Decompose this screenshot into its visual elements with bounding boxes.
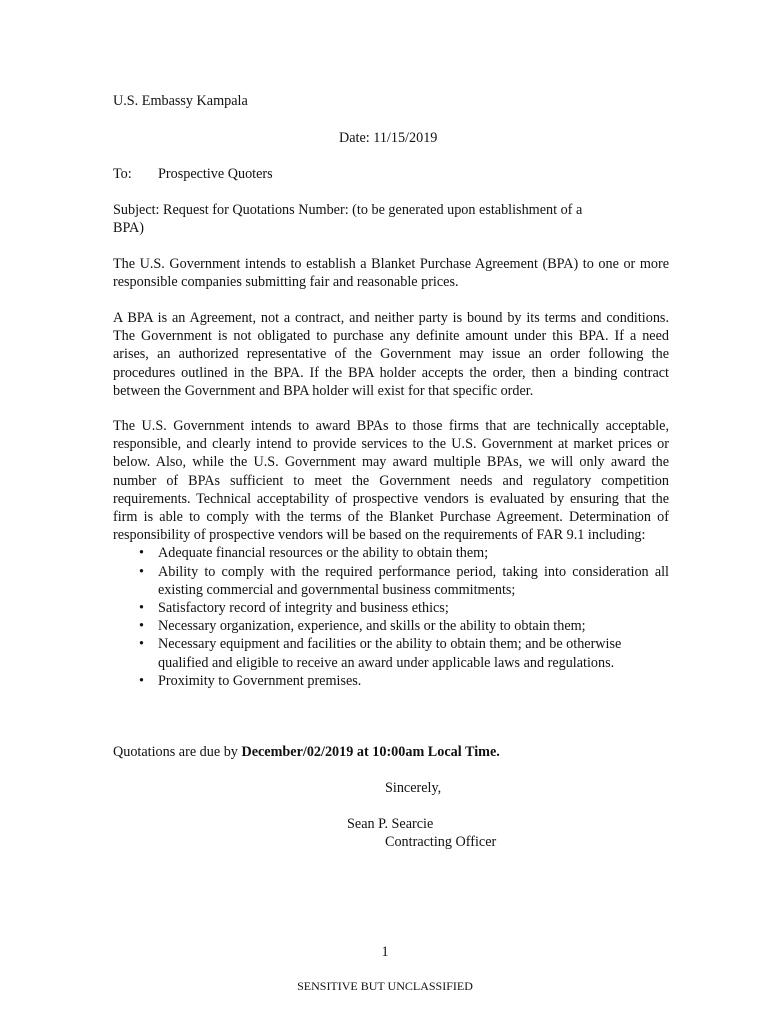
signer-title: Contracting Officer <box>385 834 497 850</box>
classification-marking: SENSITIVE BUT UNCLASSIFIED <box>297 979 473 993</box>
list-item-text: Proximity to Government premises. <box>158 672 362 689</box>
bullet-icon: • <box>139 672 144 689</box>
bullet-icon: • <box>139 563 144 580</box>
date-line: Date: 11/15/2019 <box>339 130 438 146</box>
recipient-value: Prospective Quoters <box>158 166 273 182</box>
list-item <box>113 563 669 599</box>
list-item-text: Adequate financial resources or the ability to obtain them; <box>158 545 489 562</box>
paragraph-bpa-definition: A BPA is an Agreement, not a contract, and neither party is bound by its terms and conditions. The Government is not obligated to purchase any definite amount under this BPA. If a need arises, an authorized representative of the Government may issue an order following the procedures outlined in the BPA. If the BPA holder accepts the order, then a binding contract between the Government and BPA holder will exist for that specific order. <box>113 310 669 399</box>
list-item-text: Necessary organization, experience, and skills or the ability to obtain them; <box>158 618 586 635</box>
list-item-text: Ability to comply with the required performance period, taking into consideration all existing commercial and governmental business commitments; <box>158 563 669 598</box>
recipient-label: To: <box>113 166 132 182</box>
signer-name: Sean P. Searcie <box>347 816 434 832</box>
bullet-icon: • <box>139 600 144 617</box>
list-item <box>113 635 669 671</box>
due-date-value: December/02/2019 at 10:00am Local Time. <box>241 744 500 760</box>
requirements-list <box>113 544 669 690</box>
closing-line: Sincerely, <box>385 780 442 796</box>
due-date-line <box>113 743 669 761</box>
list-item <box>113 672 669 690</box>
paragraph-award-text: The U.S. Government intends to award BPAs to those firms that are technically acceptable, responsible, and clearly intend to provide services to the U.S. Government at market prices or below. Also, while the U.S. Government may award multiple BPAs, we will only award the number of BPAs sufficient to meet the Government needs and regulatory competition requirements. Technical acceptability of prospective vendors is evaluated by ensuring that the firm is able to comply with the terms of the Blanket Purchase Agreement. Determination of responsibility of prospective vendors will be based on the requirements of FAR 9.1 including: <box>113 418 669 544</box>
paragraph-intro: The U.S. Government intends to establish a Blanket Purchase Agreement (BPA) to one or more responsible companies submitting fair and reasonable prices. <box>113 256 669 291</box>
subject-line: Subject: Request for Quotations Number: (to be generated upon establishment of a BPA) <box>113 202 583 237</box>
page-number: 1 <box>381 944 389 960</box>
list-item <box>113 617 669 635</box>
bullet-icon: • <box>139 636 144 653</box>
list-item <box>113 544 669 562</box>
recipient-line <box>113 165 669 183</box>
list-item <box>113 599 669 617</box>
sender-line: U.S. Embassy Kampala <box>113 93 248 109</box>
bullet-icon: • <box>139 545 144 562</box>
list-item-text: Necessary equipment and facilities or the ability to obtain them; and be otherwise qualified and eligible to receive an award under applicable laws and regulations. <box>158 636 622 671</box>
bullet-icon: • <box>139 618 144 635</box>
list-item-text: Satisfactory record of integrity and business ethics; <box>158 600 449 617</box>
paragraph-award-criteria <box>113 417 669 690</box>
due-date-prefix: Quotations are due by <box>113 744 242 760</box>
